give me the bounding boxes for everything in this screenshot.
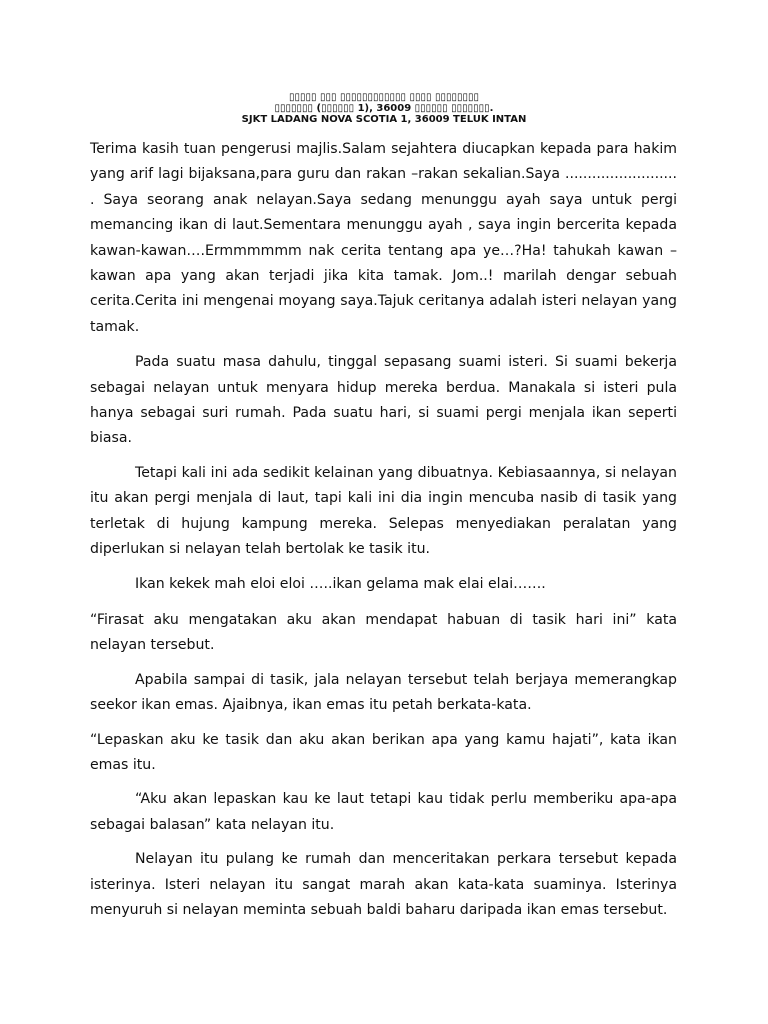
paragraph-3: Tetapi kali ini ada sedikit kelainan yang dibuatnya. Kebiasaannya, si nelayan itu akan pergi menjala di laut, tapi kali ini dia ingin mencuba nasib di tasik yang terletak di hujung kampung mereka. Selepas menyediakan peralatan yang diperlukan si nelayan telah bertolak ke tasik itu. [90, 464, 677, 558]
header-line-3: SJKT LADANG NOVA SCOTIA 1, 36009 TELUK INTAN [241, 114, 527, 125]
header-line-1: ▯▯▯▯▯ ▯▯▯ ▯▯▯▯▯▯▯▯▯▯▯▯ ▯▯▯▯ ▯▯▯▯▯▯▯▯ [288, 92, 480, 103]
paragraph-6: Apabila sampai di tasik, jala nelayan tersebut telah berjaya memerangkap seekor ikan emas. Ajaibnya, ikan emas itu petah berkata-kata. [90, 671, 677, 714]
school-header [90, 92, 678, 125]
paragraph-intro: Terima kasih tuan pengerusi majlis.Salam sejahtera diucapkan kepada para hakim yang arif lagi bijaksana,para guru dan rakan –rakan sekalian.Saya ......................... . Saya seorang anak nelayan.Saya sedang menunggu ayah saya untuk pergi memancing ikan di laut.Sementara menunggu ayah , saya ingin bercerita kepada kawan-kawan….Ermmmmmm nak cerita tentang apa ye…?Ha! tahukah kawan –kawan apa yang akan terjadi jika kita tamak. Jom..! marilah dengar sebuah cerita.Cerita ini mengenai moyang saya.Tajuk ceritanya adalah isteri nelayan yang tamak. [90, 141, 677, 335]
paragraph-2: Pada suatu masa dahulu, tinggal sepasang suami isteri. Si suami bekerja sebagai nelayan untuk menyara hidup mereka berdua. Manakala si isteri pula hanya sebagai suri rumah. Pada suatu hari, si suami pergi menjala ikan seperti biasa. [90, 354, 677, 447]
paragraph-8: “Aku akan lepaskan kau ke laut tetapi kau tidak perlu memberiku apa-apa sebagai balasan” kata nelayan itu. [90, 791, 677, 833]
paragraph-7: “Lepaskan aku ke tasik dan aku akan berikan apa yang kamu hajati”, kata ikan emas itu. [90, 731, 677, 773]
paragraph-4: Ikan kekek mah eloi eloi …..ikan gelama mak elai elai……. [135, 575, 546, 592]
story-body [90, 137, 677, 932]
header-line-2: ▯▯▯▯▯▯▯ (▯▯▯▯▯▯ 1), 36009 ▯▯▯▯▯▯ ▯▯▯▯▯▯▯. [274, 103, 494, 114]
paragraph-5: “Firasat aku mengatakan aku akan mendapat habuan di tasik hari ini” kata nelayan tersebut. [90, 611, 677, 654]
paragraph-9: Nelayan itu pulang ke rumah dan menceritakan perkara tersebut kepada isterinya. Isteri nelayan itu sangat marah akan kata-kata suaminya. Isterinya menyuruh si nelayan meminta sebuah baldi baharu daripada ikan emas tersebut. [90, 851, 677, 918]
